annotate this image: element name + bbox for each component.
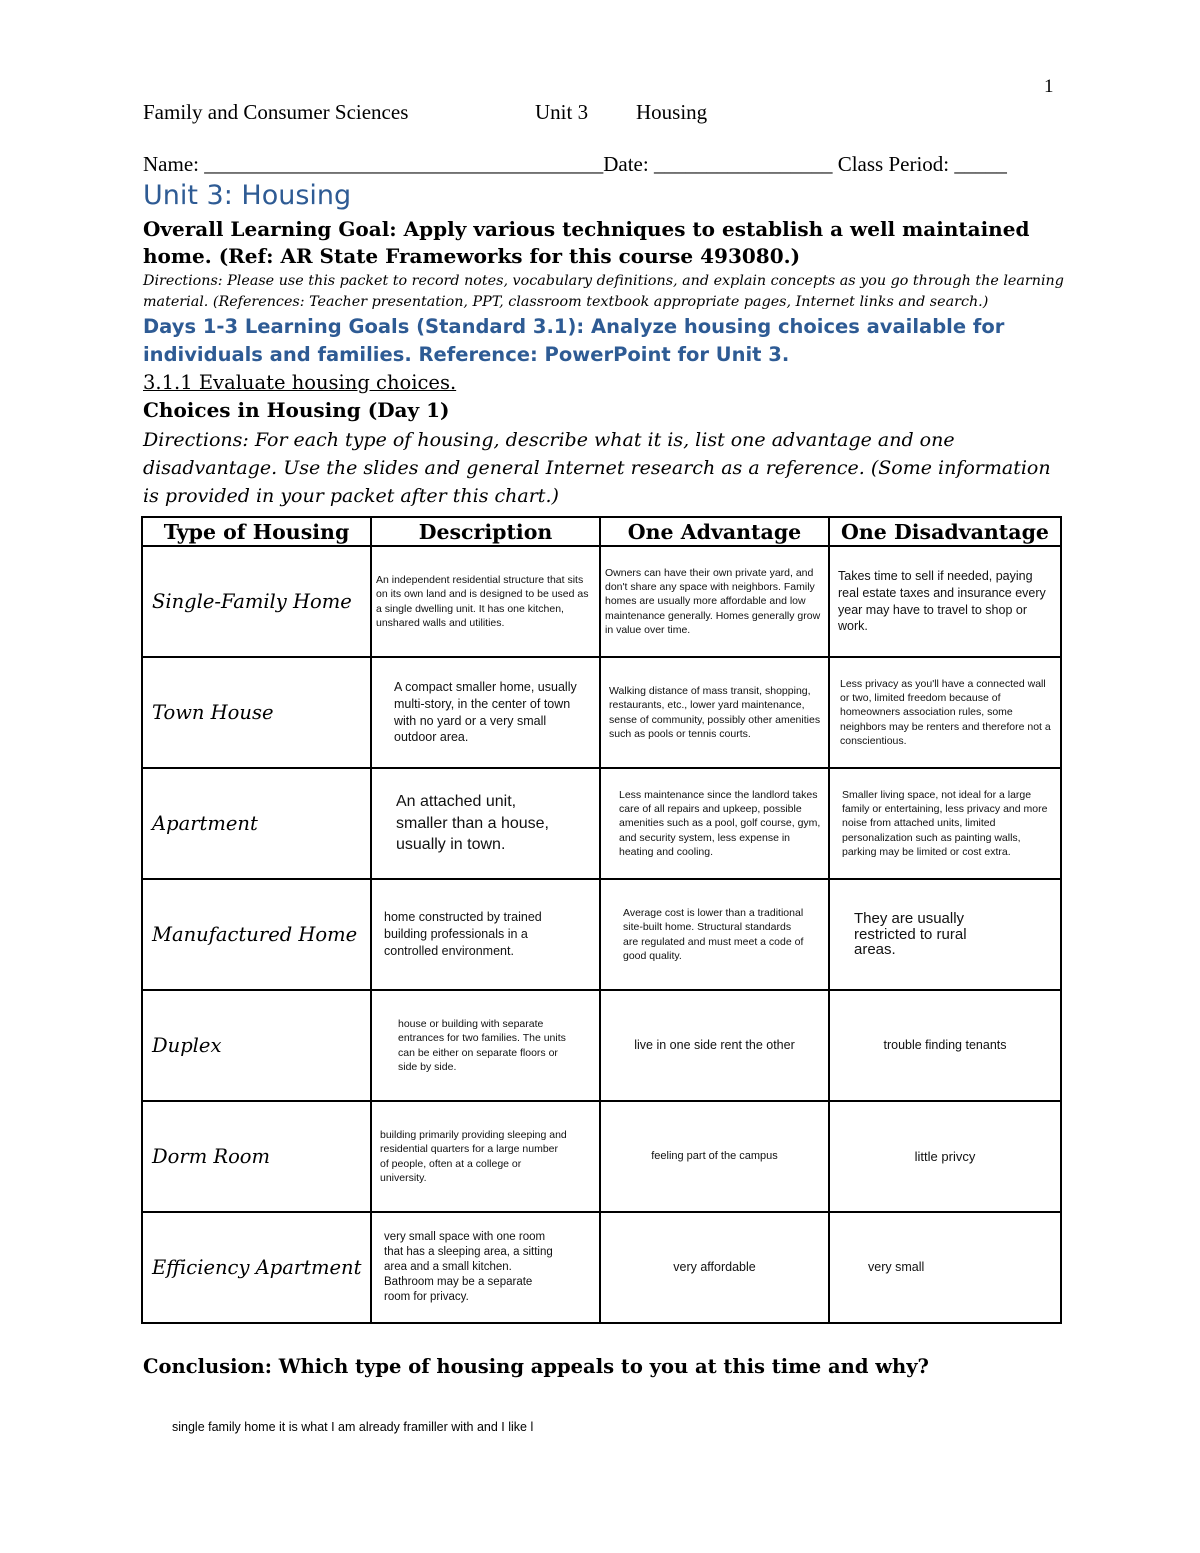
advantage-cell[interactable] [600, 1101, 829, 1212]
advantage-text: Average cost is lower than a traditional site-built home. Structural standards are regulated and must meet a code of good quality. [623, 907, 804, 962]
chart-directions: Directions: For each type of housing, describe what it is, list one advantage and one disadvantage. Use the slides and general Internet research as a reference. (Some information is provided in your packet after this chart.) [143, 429, 1051, 507]
disadvantage-text: Less privacy as you'll have a connected wall or two, limited freedom because of homeowners association rules, some neighbors may be renters and therefore not a conscientious. [840, 678, 1051, 747]
advantage-text: Walking distance of mass transit, shopping, restaurants, etc., lower yard maintenance, sense of community, possibly other amenities such as pools or tennis courts. [609, 685, 821, 740]
description-cell[interactable] [371, 990, 600, 1101]
page-number: 1 [1044, 76, 1054, 97]
disadvantage-text: trouble finding tenants [883, 1038, 1007, 1053]
description-cell[interactable] [371, 768, 600, 879]
description-cell[interactable] [371, 657, 600, 768]
advantage-text: feeling part of the campus [651, 1150, 778, 1163]
description-cell[interactable] [371, 1101, 600, 1212]
table-row [142, 546, 1061, 657]
housing-type: Manufactured Home [142, 879, 371, 990]
table-row [142, 879, 1061, 990]
advantage-text: Owners can have their own private yard, and don't share any space with neighbors. Family homes are usually more affordable and low maintenance generally. Homes generally grow in value over time. [605, 567, 821, 636]
table-row [142, 768, 1061, 879]
header-advantage: One Advantage [600, 517, 829, 546]
description-cell[interactable] [371, 879, 600, 990]
housing-type: Duplex [142, 990, 371, 1101]
overall-learning-goal: Overall Learning Goal: Apply various techniques to establish a well maintained home. (Ref: AR State Frameworks for this course 493080.) [143, 217, 1030, 268]
disadvantage-text: Takes time to sell if needed, paying real estate taxes and insurance every year may have to travel to shop or work. [838, 568, 1046, 634]
disadvantage-cell[interactable] [829, 768, 1061, 879]
description-text: home constructed by trained building professionals in a controlled environment. [384, 910, 542, 958]
disadvantage-cell[interactable] [829, 657, 1061, 768]
housing-type: Efficiency Apartment [142, 1212, 371, 1323]
advantage-cell[interactable] [600, 1212, 829, 1323]
description-cell[interactable] [371, 1212, 600, 1323]
housing-type: Dorm Room [142, 1101, 371, 1212]
housing-type: Town House [142, 657, 371, 768]
table-row [142, 990, 1061, 1101]
header-description: Description [371, 517, 600, 546]
housing-choices-table [141, 516, 1062, 1324]
disadvantage-cell[interactable] [829, 1212, 1061, 1323]
days-learning-goals: Days 1-3 Learning Goals (Standard 3.1): Analyze housing choices available for individuals and families. Reference: PowerPoint for Unit 3. [143, 315, 1005, 366]
housing-type: Apartment [142, 768, 371, 879]
disadvantage-cell[interactable] [829, 879, 1061, 990]
description-text: building primarily providing sleeping and residential quarters for a large number of people, often at a college or university. [380, 1129, 567, 1184]
table-row [142, 1101, 1061, 1212]
description-cell[interactable] [371, 546, 600, 657]
choices-section-title: Choices in Housing (Day 1) [143, 398, 450, 422]
course-name: Family and Consumer Sciences [143, 100, 409, 124]
packet-directions: Directions: Please use this packet to record notes, vocabulary definitions, and explain concepts as you go through the learning material. (References: Teacher presentation, PPT, classroom textbook appropriate pages, Internet links and search.) [143, 273, 1064, 310]
advantage-cell[interactable] [600, 546, 829, 657]
table-header-row [142, 517, 1061, 546]
description-text: very small space with one room that has a sleeping area, a sitting area and a small kitchen. Bathroom may be a separate room for privacy. [384, 1231, 553, 1303]
description-text: An independent residential structure that sits on its own land and is designed to be used as a single dwelling unit. It has one kitchen, unshared walls and utilities. [376, 574, 589, 629]
advantage-cell[interactable] [600, 990, 829, 1101]
unit-label: Unit 3 [535, 100, 589, 124]
advantage-text: Less maintenance since the landlord takes care of all repairs and upkeep, possible amenities such as a pool, golf course, gym, and security system, less expense in heating and cooling. [619, 789, 821, 858]
disadvantage-text: very small [868, 1260, 925, 1275]
disadvantage-cell[interactable] [829, 990, 1061, 1101]
housing-type: Single-Family Home [142, 546, 371, 657]
sub-goal-heading: 3.1.1 Evaluate housing choices. [143, 371, 457, 394]
disadvantage-text: Smaller living space, not ideal for a large family or entertaining, less privacy and more noise from attached units, limited personalization such as painting walls, parking may be limited or cost extra. [842, 789, 1048, 858]
name-date-period-line[interactable]: Name: ______________________________________Date: _________________ Class Period: _____ [143, 152, 1007, 176]
advantage-cell[interactable] [600, 768, 829, 879]
advantage-text: live in one side rent the other [634, 1038, 795, 1053]
conclusion-question: Conclusion: Which type of housing appeals to you at this time and why? [143, 1355, 929, 1378]
conclusion-answer-field[interactable]: single family home it is what I am already framiller with and I like l [172, 1420, 534, 1434]
header-disadvantage: One Disadvantage [829, 517, 1061, 546]
advantage-cell[interactable] [600, 879, 829, 990]
advantage-text: very affordable [673, 1260, 756, 1275]
unit-title: Unit 3: Housing [143, 180, 352, 211]
header-type: Type of Housing [142, 517, 371, 546]
table-row [142, 657, 1061, 768]
topic-label: Housing [636, 100, 708, 124]
disadvantage-cell[interactable] [829, 1101, 1061, 1212]
description-text: house or building with separate entrances for two families. The units can be either on separate floors or side by side. [398, 1018, 566, 1073]
description-text: A compact smaller home, usually multi-story, in the center of town with no yard or a very small outdoor area. [394, 679, 577, 745]
disadvantage-cell[interactable] [829, 546, 1061, 657]
disadvantage-text: little privcy [914, 1148, 976, 1164]
advantage-cell[interactable] [600, 657, 829, 768]
disadvantage-text: They are usually restricted to rural areas. [854, 909, 967, 959]
description-text: An attached unit, smaller than a house, usually in town. [396, 793, 549, 854]
table-row [142, 1212, 1061, 1323]
